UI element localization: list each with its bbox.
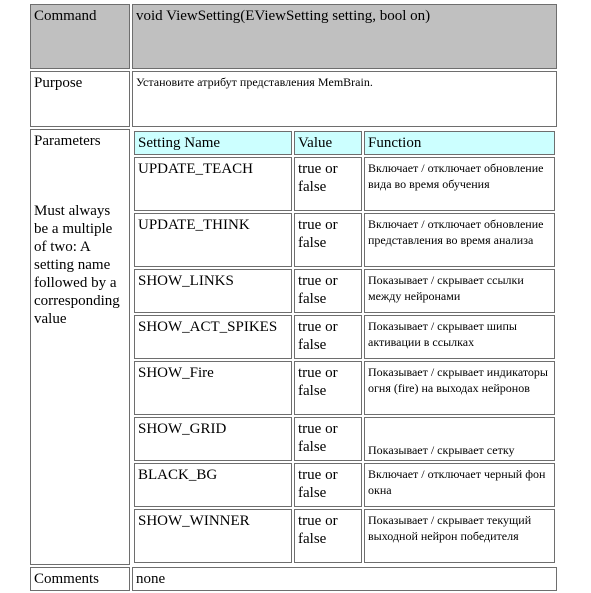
table-row <box>134 315 555 359</box>
parameters-label: Parameters <box>34 133 101 149</box>
setting-function: Показывает / скрывает сетку <box>364 417 555 461</box>
setting-value: true or false <box>294 463 362 507</box>
table-row <box>134 509 555 563</box>
setting-function: Показывает / скрывает индикаторы огня (fire) на выходах нейронов <box>364 361 555 415</box>
command-signature: void ViewSetting(EViewSetting setting, bool on) <box>132 4 557 69</box>
api-doc-page <box>28 2 559 593</box>
parameters-cell <box>30 129 130 565</box>
table-row <box>134 361 555 415</box>
setting-function: Включает / отключает черный фон окна <box>364 463 555 507</box>
purpose-value: Установите атрибут представления MemBrain. <box>132 71 557 127</box>
setting-name: UPDATE_TEACH <box>134 157 292 211</box>
table-row <box>134 157 555 211</box>
table-row <box>134 417 555 461</box>
setting-value: true or false <box>294 361 362 415</box>
setting-value: true or false <box>294 315 362 359</box>
setting-name: SHOW_Fire <box>134 361 292 415</box>
parameters-row <box>30 129 557 565</box>
setting-value: true or false <box>294 269 362 313</box>
setting-function: Включает / отключает обновление вида во время обучения <box>364 157 555 211</box>
setting-function: Показывает / скрывает шипы активации в ссылках <box>364 315 555 359</box>
setting-value: true or false <box>294 417 362 461</box>
header-setting-name: Setting Name <box>134 131 292 155</box>
header-value: Value <box>294 131 362 155</box>
table-row <box>134 463 555 507</box>
setting-value: true or false <box>294 509 362 563</box>
setting-function: Показывает / скрывает текущий выходной нейрон победителя <box>364 509 555 563</box>
header-function: Function <box>364 131 555 155</box>
setting-name: SHOW_LINKS <box>134 269 292 313</box>
table-row <box>134 269 555 313</box>
setting-value: true or false <box>294 157 362 211</box>
comments-label: Comments <box>30 567 130 591</box>
setting-function: Показывает / скрывает ссылки между нейронами <box>364 269 555 313</box>
command-row <box>30 4 557 69</box>
setting-name: SHOW_GRID <box>134 417 292 461</box>
settings-header-row <box>134 131 555 155</box>
command-label: Command <box>30 4 130 69</box>
settings-container <box>132 129 557 565</box>
comments-value: none <box>132 567 557 591</box>
purpose-row <box>30 71 557 127</box>
setting-name: SHOW_ACT_SPIKES <box>134 315 292 359</box>
setting-function: Включает / отключает обновление представления во время анализа <box>364 213 555 267</box>
settings-table <box>132 129 557 565</box>
api-doc-table <box>28 2 559 593</box>
setting-name: BLACK_BG <box>134 463 292 507</box>
setting-name: SHOW_WINNER <box>134 509 292 563</box>
comments-row <box>30 567 557 591</box>
setting-value: true or false <box>294 213 362 267</box>
parameters-note: Must always be a multiple of two: A setting name followed by a corresponding value <box>34 203 120 327</box>
purpose-label: Purpose <box>30 71 130 127</box>
table-row <box>134 213 555 267</box>
setting-name: UPDATE_THINK <box>134 213 292 267</box>
